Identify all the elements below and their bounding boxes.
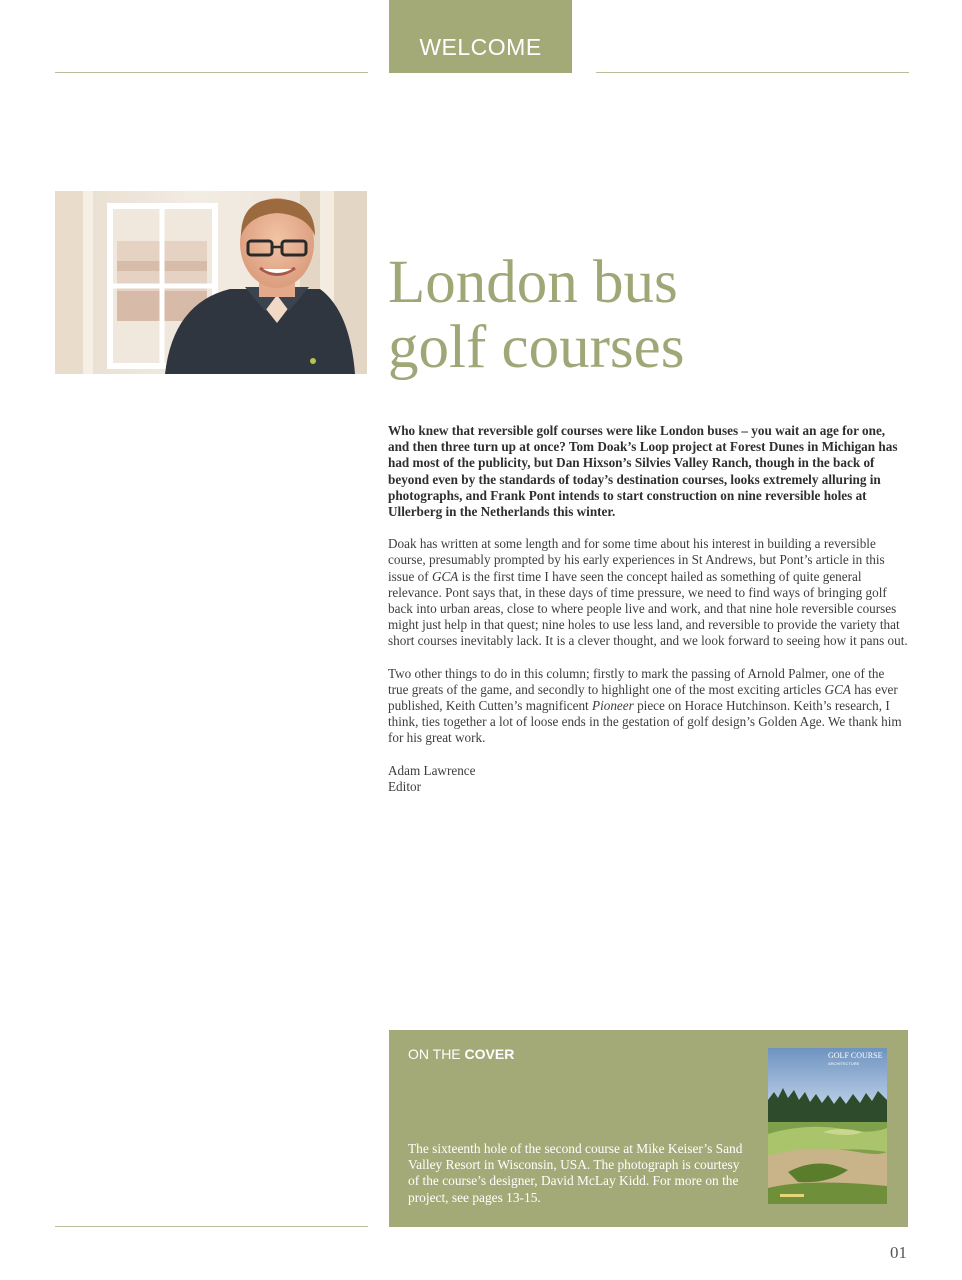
author-signature — [388, 763, 908, 795]
article-title-line1: London bus — [388, 249, 678, 316]
author-role: Editor — [388, 778, 421, 794]
cover-caption: The sixteenth hole of the second course at Mike Keiser’s Sand Valley Resort in Wisconsin, USA. The photograph is courtesy of the course’s designer, David McLay Kidd. For more on the project, see pages 13-15. — [408, 1141, 743, 1205]
article-body — [388, 423, 908, 795]
magazine-subtitle: ARCHITECTURE — [828, 1061, 860, 1066]
cover-heading: ON THE COVER — [408, 1046, 515, 1062]
article-lead: Who knew that reversible golf courses were like London buses – you wait an age for one, and then three turn up at once? Tom Doak’s Loop project at Forest Dunes in Michigan has had most of the publicity, but Dan Hixson’s Silvies Valley Ranch, though in the back of beyond even by the standards of today’s destination courses, looks extremely alluring in photographs, and Frank Pont intends to start construction on nine reversible holes at Ullerberg in the Netherlands this winter. — [388, 423, 898, 520]
bottom-rule-left — [55, 1226, 368, 1227]
top-rule-left — [55, 72, 368, 73]
section-label: WELCOME — [419, 34, 542, 60]
article-title — [388, 250, 928, 380]
magazine-cover-thumbnail — [768, 1048, 887, 1204]
on-the-cover-box — [389, 1030, 908, 1227]
article-title-line2: golf courses — [388, 314, 685, 381]
article-paragraph-3: Two other things to do in this column; firstly to mark the passing of Arnold Palmer, one of the true greats of the game, and secondly to highlight one of the most exciting articles GCA has ever published, Keith Cutten’s magnificent Pioneer piece on Horace Hutchinson. Keith’s research, I think, ties together a lot of loose ends in the gestation of golf design’s Golden Age. We thank him for his great work. — [388, 665, 902, 746]
page-number: 01 — [890, 1243, 907, 1262]
section-tab-welcome — [389, 0, 572, 73]
top-rule-right — [596, 72, 909, 73]
author-name: Adam Lawrence — [388, 762, 476, 778]
editor-portrait — [55, 191, 367, 374]
article-paragraph-2: Doak has written at some length and for some time about his interest in building a reversible course, presumably prompted by his early experiences in St Andrews, but Pont’s article in this issue of GCA is the first time I have seen the concept hailed as something of quite general relevance. Pont says that, in these days of time pressure, we need to find ways of bringing golf back into urban areas, close to where people live and work, and that nine hole reversible courses might just help in that quest; nine holes to use less land, and reversible to provide the variety that short courses inevitably lack. It is a clever thought, and we look forward to seeing how it pans out. — [388, 536, 908, 649]
magazine-title: GOLF COURSE — [828, 1051, 883, 1060]
